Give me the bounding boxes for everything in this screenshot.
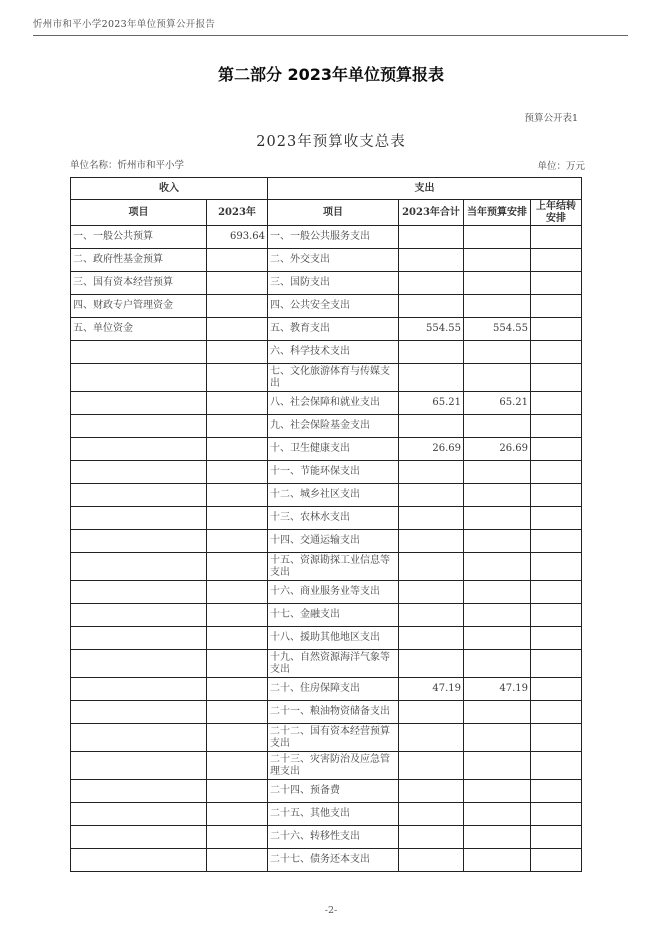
expense-item-cell: 二十、住房保障支出 <box>268 678 399 701</box>
expense-current-cell <box>464 752 531 780</box>
expense-item-cell: 二十三、灾害防治及应急管理支出 <box>268 752 399 780</box>
col-header-expense-item: 项目 <box>268 200 399 226</box>
expense-item-cell: 二十二、国有资本经营预算支出 <box>268 724 399 752</box>
expense-carryover-cell <box>531 650 582 678</box>
col-header-income-2023: 2023年 <box>207 200 268 226</box>
expense-item-cell: 二十七、债务还本支出 <box>268 849 399 872</box>
expense-item-cell: 六、科学技术支出 <box>268 341 399 364</box>
table-row <box>71 438 582 461</box>
expense-carryover-cell <box>531 341 582 364</box>
table-row <box>71 780 582 803</box>
expense-item-cell: 十二、城乡社区支出 <box>268 484 399 507</box>
table-row <box>71 415 582 438</box>
header-rule <box>33 35 628 36</box>
expense-carryover-cell <box>531 581 582 604</box>
expense-item-cell: 十八、援助其他地区支出 <box>268 627 399 650</box>
expense-total-cell <box>399 341 464 364</box>
income-item-cell <box>71 724 207 752</box>
col-header-expense-carryover: 上年结转安排 <box>531 200 582 226</box>
expense-total-cell <box>399 507 464 530</box>
expense-carryover-cell <box>531 272 582 295</box>
expense-total-cell <box>399 803 464 826</box>
expense-item-cell: 五、教育支出 <box>268 318 399 341</box>
expense-total-cell <box>399 581 464 604</box>
expense-total-cell: 554.55 <box>399 318 464 341</box>
income-item-cell <box>71 604 207 627</box>
income-item-cell <box>71 678 207 701</box>
income-item-cell: 二、政府性基金预算 <box>71 249 207 272</box>
income-item-cell <box>71 780 207 803</box>
expense-item-cell: 二十六、转移性支出 <box>268 826 399 849</box>
expense-item-cell: 八、社会保障和就业支出 <box>268 392 399 415</box>
expense-item-cell: 九、社会保险基金支出 <box>268 415 399 438</box>
expense-item-cell: 二十四、预备费 <box>268 780 399 803</box>
table-row <box>71 507 582 530</box>
table-row <box>71 318 582 341</box>
income-item-cell <box>71 415 207 438</box>
table-title: 2023年预算收支总表 <box>256 134 406 150</box>
income-value-cell <box>207 701 268 724</box>
expense-total-cell <box>399 415 464 438</box>
expense-current-cell <box>464 553 531 581</box>
income-value-cell <box>207 272 268 295</box>
table-row <box>71 724 582 752</box>
expense-total-cell <box>399 364 464 392</box>
expense-item-cell: 十、卫生健康支出 <box>268 438 399 461</box>
table-row <box>71 226 582 249</box>
expense-total-cell: 47.19 <box>399 678 464 701</box>
expense-item-cell: 七、文化旅游体育与传媒支出 <box>268 364 399 392</box>
expense-current-cell <box>464 484 531 507</box>
expense-item-cell: 十六、商业服务业等支出 <box>268 581 399 604</box>
expense-carryover-cell <box>531 249 582 272</box>
col-header-expense-total: 2023年合计 <box>399 200 464 226</box>
expense-current-cell <box>464 650 531 678</box>
income-item-cell: 三、国有资本经营预算 <box>71 272 207 295</box>
expense-carryover-cell <box>531 780 582 803</box>
expense-item-cell: 十四、交通运输支出 <box>268 530 399 553</box>
income-value-cell <box>207 249 268 272</box>
expense-carryover-cell <box>531 507 582 530</box>
expense-item-cell: 十五、资源勘探工业信息等支出 <box>268 553 399 581</box>
doc-header: 忻州市和平小学2023年单位预算公开报告 <box>33 19 216 30</box>
income-value-cell <box>207 341 268 364</box>
table-row <box>71 803 582 826</box>
unit-name-label: 单位名称：忻州市和平小学 <box>70 160 185 171</box>
income-value-cell <box>207 650 268 678</box>
table-row <box>71 678 582 701</box>
expense-item-cell: 四、公共安全支出 <box>268 295 399 318</box>
income-value-cell <box>207 507 268 530</box>
income-value-cell <box>207 849 268 872</box>
income-item-cell <box>71 484 207 507</box>
income-value-cell <box>207 484 268 507</box>
table-row <box>71 249 582 272</box>
table-row <box>71 604 582 627</box>
expense-current-cell: 65.21 <box>464 392 531 415</box>
income-value-cell <box>207 826 268 849</box>
table-row <box>71 826 582 849</box>
expense-item-cell: 三、国防支出 <box>268 272 399 295</box>
income-value-cell <box>207 318 268 341</box>
income-value-cell <box>207 627 268 650</box>
expense-carryover-cell <box>531 627 582 650</box>
expense-total-cell: 65.21 <box>399 392 464 415</box>
expense-total-cell <box>399 295 464 318</box>
expense-total-cell <box>399 780 464 803</box>
expense-current-cell <box>464 507 531 530</box>
table-row <box>71 341 582 364</box>
income-item-cell <box>71 627 207 650</box>
table-row <box>71 752 582 780</box>
table-row <box>71 364 582 392</box>
income-value-cell <box>207 803 268 826</box>
income-item-cell <box>71 650 207 678</box>
income-item-cell <box>71 392 207 415</box>
table-row <box>71 461 582 484</box>
expense-current-cell <box>464 849 531 872</box>
expense-item-cell: 二、外交支出 <box>268 249 399 272</box>
income-item-cell <box>71 849 207 872</box>
expense-current-cell <box>464 295 531 318</box>
expense-total-cell <box>399 826 464 849</box>
expense-current-cell <box>464 627 531 650</box>
income-value-cell <box>207 752 268 780</box>
expense-total-cell <box>399 272 464 295</box>
expense-current-cell <box>464 701 531 724</box>
expense-carryover-cell <box>531 530 582 553</box>
unit-label: 单位：万元 <box>537 161 585 172</box>
expense-carryover-cell <box>531 678 582 701</box>
page-number: -2- <box>324 905 338 916</box>
expense-total-cell <box>399 724 464 752</box>
table-row <box>71 553 582 581</box>
expense-carryover-cell <box>531 604 582 627</box>
expense-carryover-cell <box>531 438 582 461</box>
expense-carryover-cell <box>531 226 582 249</box>
expense-carryover-cell <box>531 295 582 318</box>
income-item-cell <box>71 553 207 581</box>
expense-current-cell <box>464 272 531 295</box>
table-row <box>71 701 582 724</box>
expense-current-cell <box>464 581 531 604</box>
income-item-cell <box>71 581 207 604</box>
group-header-row <box>71 178 582 200</box>
expense-total-cell <box>399 461 464 484</box>
expense-total-cell <box>399 650 464 678</box>
table-row <box>71 272 582 295</box>
expense-current-cell <box>464 724 531 752</box>
table-row <box>71 650 582 678</box>
table-row <box>71 392 582 415</box>
income-value-cell <box>207 604 268 627</box>
income-value-cell <box>207 295 268 318</box>
income-value-cell <box>207 530 268 553</box>
expense-current-cell: 554.55 <box>464 318 531 341</box>
income-item-cell <box>71 803 207 826</box>
table-tag-label: 预算公开表1 <box>524 113 578 124</box>
expense-carryover-cell <box>531 752 582 780</box>
expense-group-header: 支出 <box>268 178 582 200</box>
col-header-expense-current: 当年预算安排 <box>464 200 531 226</box>
income-value-cell <box>207 461 268 484</box>
expense-carryover-cell <box>531 318 582 341</box>
expense-total-cell <box>399 701 464 724</box>
expense-carryover-cell <box>531 364 582 392</box>
expense-total-cell: 26.69 <box>399 438 464 461</box>
expense-item-cell: 十三、农林水支出 <box>268 507 399 530</box>
expense-carryover-cell <box>531 803 582 826</box>
income-value-cell <box>207 553 268 581</box>
income-item-cell <box>71 530 207 553</box>
expense-current-cell: 26.69 <box>464 438 531 461</box>
expense-carryover-cell <box>531 553 582 581</box>
expense-carryover-cell <box>531 724 582 752</box>
expense-current-cell <box>464 364 531 392</box>
expense-carryover-cell <box>531 484 582 507</box>
income-group-header: 收入 <box>71 178 268 200</box>
income-item-cell: 四、财政专户管理资金 <box>71 295 207 318</box>
expense-carryover-cell <box>531 461 582 484</box>
expense-carryover-cell <box>531 415 582 438</box>
table-row <box>71 295 582 318</box>
income-item-cell <box>71 826 207 849</box>
income-value-cell <box>207 724 268 752</box>
table-row <box>71 581 582 604</box>
expense-current-cell <box>464 226 531 249</box>
income-value-cell <box>207 678 268 701</box>
expense-total-cell <box>399 530 464 553</box>
expense-carryover-cell <box>531 701 582 724</box>
income-value-cell: 693.64 <box>207 226 268 249</box>
expense-current-cell <box>464 530 531 553</box>
income-item-cell <box>71 461 207 484</box>
section-title: 第二部分 2023年单位预算报表 <box>217 65 445 84</box>
budget-table <box>70 177 582 872</box>
expense-current-cell <box>464 341 531 364</box>
expense-current-cell <box>464 249 531 272</box>
income-item-cell <box>71 752 207 780</box>
expense-current-cell <box>464 780 531 803</box>
expense-item-cell: 十一、节能环保支出 <box>268 461 399 484</box>
table-body <box>71 226 582 872</box>
income-item-cell <box>71 341 207 364</box>
income-value-cell <box>207 780 268 803</box>
table-row <box>71 484 582 507</box>
expense-total-cell <box>399 752 464 780</box>
expense-item-cell: 十七、金融支出 <box>268 604 399 627</box>
expense-item-cell: 一、一般公共服务支出 <box>268 226 399 249</box>
expense-item-cell: 十九、自然资源海洋气象等支出 <box>268 650 399 678</box>
expense-carryover-cell <box>531 826 582 849</box>
income-item-cell <box>71 438 207 461</box>
table-row <box>71 530 582 553</box>
expense-carryover-cell <box>531 392 582 415</box>
expense-carryover-cell <box>531 849 582 872</box>
col-header-income-item: 项目 <box>71 200 207 226</box>
table-row <box>71 849 582 872</box>
income-item-cell: 一、一般公共预算 <box>71 226 207 249</box>
income-value-cell <box>207 438 268 461</box>
income-value-cell <box>207 364 268 392</box>
expense-total-cell <box>399 249 464 272</box>
expense-current-cell: 47.19 <box>464 678 531 701</box>
table-row <box>71 627 582 650</box>
income-item-cell <box>71 364 207 392</box>
expense-current-cell <box>464 803 531 826</box>
income-value-cell <box>207 581 268 604</box>
expense-item-cell: 二十一、粮油物资储备支出 <box>268 701 399 724</box>
expense-total-cell <box>399 226 464 249</box>
expense-total-cell <box>399 553 464 581</box>
income-item-cell: 五、单位资金 <box>71 318 207 341</box>
income-item-cell <box>71 701 207 724</box>
expense-current-cell <box>464 826 531 849</box>
expense-total-cell <box>399 849 464 872</box>
expense-total-cell <box>399 604 464 627</box>
expense-current-cell <box>464 461 531 484</box>
expense-current-cell <box>464 604 531 627</box>
expense-total-cell <box>399 627 464 650</box>
expense-total-cell <box>399 484 464 507</box>
expense-item-cell: 二十五、其他支出 <box>268 803 399 826</box>
income-value-cell <box>207 415 268 438</box>
income-item-cell <box>71 507 207 530</box>
column-header-row <box>71 200 582 226</box>
income-value-cell <box>207 392 268 415</box>
expense-current-cell <box>464 415 531 438</box>
